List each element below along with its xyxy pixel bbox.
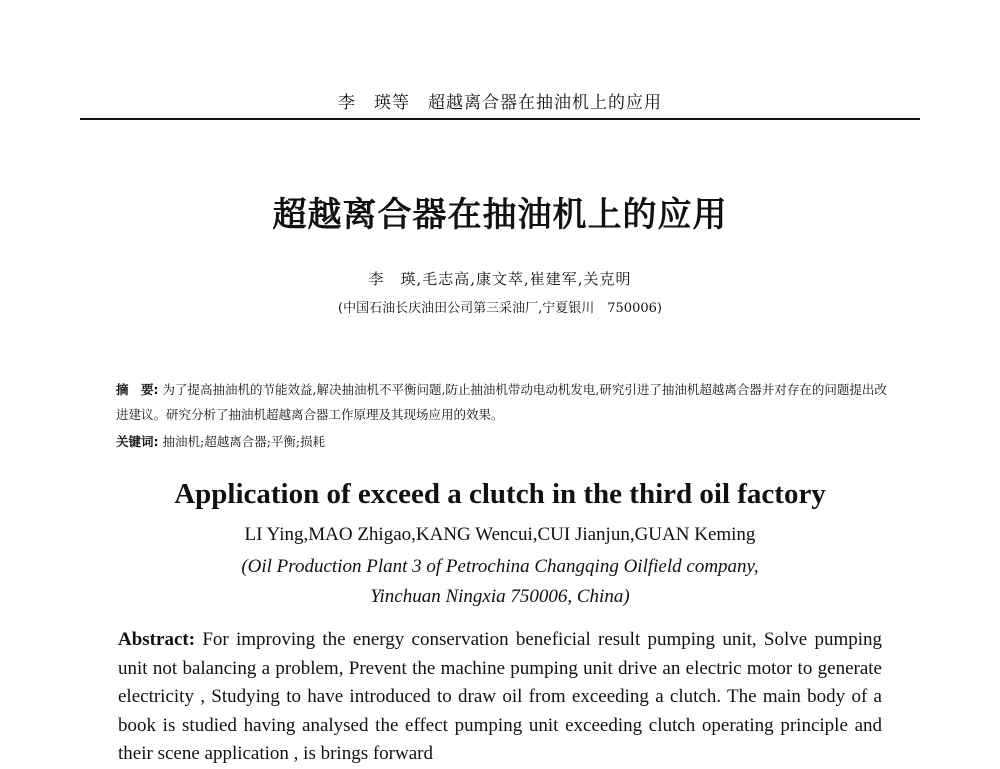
chinese-affiliation: (中国石油长庆油田公司第三采油厂,宁夏银川 750006) [338, 301, 662, 316]
chinese-abstract-label: 摘 要: [116, 382, 159, 397]
english-title: Application of exceed a clutch in the third oil factory [174, 478, 826, 510]
english-abstract-text: For improving the energy conservation beneficial result pumping unit, Solve pumping unit not balancing a problem, Prevent the machine pumping unit drive an electric motor to generate electricity , Studying to have introduced to draw oil from exceeding a clutch. The main body of a book is studied having analysed the effect pumping unit exceeding clutch operating principle and their scene application , is brings forward [118, 629, 883, 764]
chinese-title: 超越离合器在抽油机上的应用 [272, 195, 728, 235]
chinese-keywords-label: 关键词: [116, 434, 159, 449]
chinese-keywords-text: 抽油机;超越离合器;平衡;损耗 [162, 434, 326, 449]
english-authors: LI Ying,MAO Zhigao,KANG Wencui,CUI Jianjun,GUAN Keming [244, 524, 756, 545]
chinese-authors: 李 瑛,毛志高,康文萃,崔建军,关克明 [368, 270, 632, 288]
english-abstract [118, 626, 882, 769]
chinese-keywords [116, 432, 888, 450]
english-abstract-label: Abstract: [118, 629, 196, 650]
chinese-abstract-text: 为了提高抽油机的节能效益,解决抽油机不平衡问题,防止抽油机带动电动机发电,研究引进了抽油机超越离合器并对存在的问题提出改进建议。研究分析了抽油机超越离合器工作原理及其现场应用的效果。 [116, 382, 887, 422]
english-affiliation-line1: (Oil Production Plant 3 of Petrochina Changqing Oilfield company, [241, 556, 759, 577]
running-header: 李 瑛等 超越离合器在抽油机上的应用 [338, 93, 662, 113]
chinese-abstract [116, 377, 888, 427]
english-affiliation-line2: Yinchuan Ningxia 750006, China) [370, 586, 630, 607]
header-rule [80, 118, 920, 120]
